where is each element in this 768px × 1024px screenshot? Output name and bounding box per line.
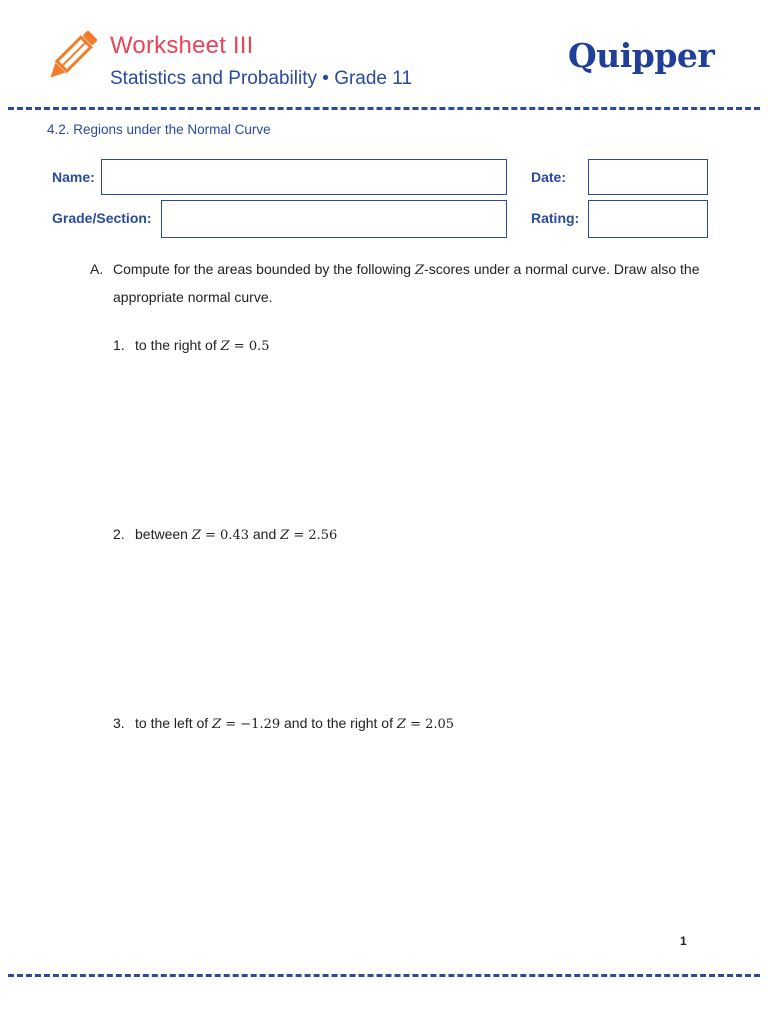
worksheet-subtitle: Statistics and Probability • Grade 11 (110, 68, 413, 89)
item-3: 3. to the left of Z = −1.29 and to the right of Z = 2.05 (113, 715, 455, 732)
name-label: Name: (52, 169, 95, 185)
grade-section-field[interactable] (161, 200, 507, 238)
quipper-logo: Quipper (568, 36, 715, 75)
section-title: 4.2. Regions under the Normal Curve (47, 122, 271, 137)
rating-field[interactable] (588, 200, 708, 238)
rating-label: Rating: (531, 210, 580, 226)
top-divider (8, 107, 760, 110)
pencil-icon (44, 28, 98, 86)
item-2: 2. between Z = 0.43 and Z = 2.56 (113, 526, 338, 543)
date-label: Date: (531, 169, 567, 185)
bottom-divider (8, 974, 760, 977)
item-number: 2. (113, 526, 125, 542)
question-letter: A. (90, 261, 104, 277)
grade-section-label: Grade/Section: (52, 210, 152, 226)
worksheet-title: Worksheet III (110, 32, 254, 59)
item-1: 1. to the right of Z = 0.5 (113, 337, 270, 354)
item-number: 3. (113, 715, 125, 731)
page-number: 1 (680, 934, 687, 948)
question-text: Compute for the areas bounded by the following Z-scores under a normal curve. Draw also the appropriate normal curve. (113, 261, 700, 305)
date-field[interactable] (588, 159, 708, 195)
name-field[interactable] (101, 159, 507, 195)
item-number: 1. (113, 337, 125, 353)
